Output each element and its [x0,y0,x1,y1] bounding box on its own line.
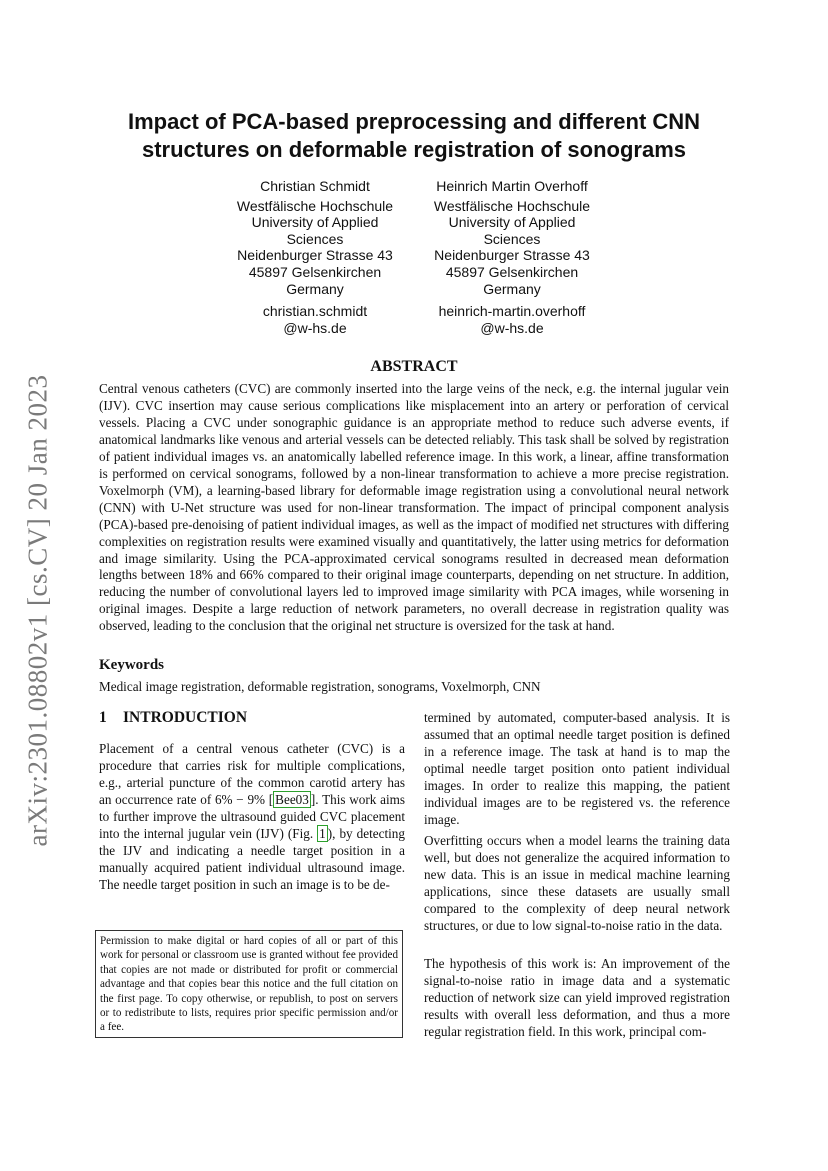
arxiv-identifier-text: arXiv:2301.08802v1 [cs.CV] 20 Jan 2023 [22,374,53,846]
section-heading [99,709,247,727]
author-affiliation-line: University of Applied [448,214,576,231]
figure-ref-link[interactable]: 1 [319,825,326,841]
author-affiliation-line: Westfälische Hochschule [433,197,591,214]
author-affiliation-line: Westfälische Hochschule [236,197,394,214]
intro-paragraph-3: Overfitting occurs when a model learns the training data well, but does not generalize the acquired information to new data. This is an issue in medical machine learning applications, since these datasets are usually small compared to the complexity of deep neural network structures, or due to low signal-to-noise ratio in the data. [424,833,730,933]
author-affiliation-line: Neidenburger Strasse 43 [237,247,393,264]
author-affiliation-line: 45897 Gelsenkirchen [248,263,382,280]
keywords-text: Medical image registration, deformable registration, sonograms, Voxelmorph, CNN [99,679,541,694]
intro-paragraph-4: The hypothesis of this work is: An improvement of the signal-to-noise ratio in image data and a systematic reduction of network size can yield improved registration results with overall less deformation, and thus a more regular registration field. In this work, principal com- [424,956,730,1039]
keywords-heading: Keywords [99,657,164,673]
section-number: 1 [99,709,107,726]
author-email-line: heinrich-martin.overhoff [438,303,586,320]
author-affiliation-line: Germany [483,280,541,297]
intro-text-segment: . This work aims to further improve the ultrasound guided CVC placement into the internal jugular vein (IJV) (Fig. [99,791,405,841]
author-affiliation-line: Sciences [286,230,344,247]
author-affiliation-line: 45897 Gelsenkirchen [445,263,579,280]
abstract-text: Central venous catheters (CVC) are commonly inserted into the large veins of the neck, e.g. the internal jugular vein (IJV). CVC insertion may cause serious complications like misplacement into an artery or perforation of cervical vessels. Placing a CVC under sonographic guidance is an appropriate method to reduce such adverse events, if anatomical landmarks like venous and arterial vessels can be detected reliably. This task shall be solved by registration of patient individual images vs. an anatomically labelled reference image. In this work, a linear, affine transformation is performed on cervical sonograms, followed by a non-linear transformation to achieve a more precise registration. Voxelmorph (VM), a learning-based library for deformable image registration using a convolutional neural network (CNN) with U-Net structure was used for non-linear transformation. The impact of principal component analysis (PCA)-based pre-denoising of patient individual images, as well as the impact of modified net structures with differing complexities on registration results were examined visually and quantitatively, the latter using metrics for deformation and image similarity. Using the PCA-approximated cervical sonograms resulted in decreased mean deformation lengths between 18% and 66% compared to their original image counterparts, depending on net structure. In addition, reducing the number of convolutional layers led to improved image similarity with PCA images, while worsening in original images. Despite a large reduction of network parameters, no overall decrease in registration quality was observed, leading to the conclusion that the original net structure is oversized for the task at hand. [99,381,729,634]
author-email-line: @w-hs.de [480,319,544,336]
author-affiliation-line: University of Applied [251,214,379,231]
section-title: INTRODUCTION [123,709,248,726]
intro-paragraph-1: Placement of a central venous catheter (CVC) is a procedure that carries risk for multiple complications, e.g., arterial puncture of the common carotid artery has an occurrence rate of 6% − 9% [ Bee03 ]. This work aims to further improve the ultrasound guided CVC placement into the internal jugular vein (IJV) (Fig. 1 ), by detecting the IJV and indicating a needle target position in a manually acquired patient individual ultrasound image. The needle target position in such an image is to be de- [99,741,405,892]
arxiv-identifier [20,370,56,850]
author-block-1 [225,178,405,336]
author-affiliation-line: Germany [286,280,344,297]
intro-text-segment: ), by detecting the IJV and indicating a needle target position in a manually acquired patient individual ultrasound image. The needle target position in such an image is to be de- [99,825,405,892]
paper-title: Impact of PCA-based preprocessing and different CNN structures on deformable registration of sonograms [127,109,701,162]
citation-link[interactable]: Bee03 [275,791,309,807]
author-email-line: @w-hs.de [283,319,347,336]
permission-notice: Permission to make digital or hard copies of all or part of this work for personal or classroom use is granted without fee provided that copies are not made or distributed for profit or commercial advantage and that copies bear this notice and the full citation on the first page. To copy otherwise, or republish, to post on servers or to redistribute to lists, requires prior specific permission and/or a fee. [95,930,403,1038]
author-name: Heinrich Martin Overhoff [436,178,588,194]
abstract-heading: ABSTRACT [370,358,458,375]
intro-text-segment: Placement of a central venous catheter (CVC) is a procedure that carries risk for multiple complications, e.g., arterial puncture of the common carotid artery has an occurrence rate of 6% − 9% [99,741,405,807]
author-email-line: christian.schmidt [262,303,368,320]
author-affiliation-line: Sciences [483,230,541,247]
author-block-2 [422,178,602,336]
author-affiliation-line: Neidenburger Strasse 43 [434,247,590,264]
author-name: Christian Schmidt [260,178,370,194]
intro-paragraph-2: termined by automated, computer-based analysis. It is assumed that an optimal needle target position is defined in a reference image. The task at hand is to map the optimal needle target position onto patient individual images. In order to realize this mapping, the patient individual images are to be registered vs. the reference image. [424,710,730,827]
